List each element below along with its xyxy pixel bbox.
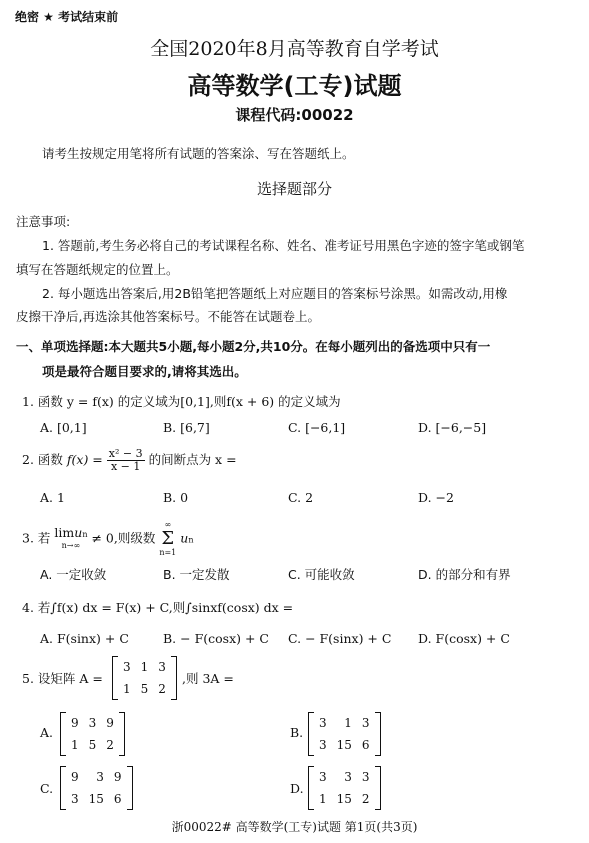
question-5-suffix: ,则 3A = xyxy=(182,671,234,686)
subject-title: 高等数学(工专)试题 xyxy=(187,72,402,100)
matrix-cell: 3 xyxy=(96,770,104,784)
notes-heading: 注意事项: xyxy=(16,214,71,229)
q4-option-d: D. F(cosx) + C xyxy=(418,631,510,646)
part1-heading-line2: 项是最符合题目要求的,请将其选出。 xyxy=(42,364,247,379)
page-footer: 浙00022# 高等数学(工专)试题 第1页(共3页) xyxy=(171,820,418,834)
matrix-row xyxy=(118,656,171,678)
matrix-cell: 15 xyxy=(88,792,104,806)
q3-prefix: 3. 若 xyxy=(22,530,51,546)
matrix-cell: 6 xyxy=(113,792,122,806)
q3-sum-bottom: n=1 xyxy=(159,548,177,557)
matrix-row xyxy=(118,678,171,700)
exam-title: 全国2020年8月高等教育自学考试 xyxy=(150,38,439,60)
matrix-cell: 1 xyxy=(123,682,131,696)
matrix-cell: 2 xyxy=(361,792,370,806)
course-code: 课程代码:00022 xyxy=(235,106,354,124)
matrix-cell: 2 xyxy=(106,738,114,752)
q3-option-c: C. 可能收敛 xyxy=(288,567,355,582)
matrix-row xyxy=(314,712,375,734)
q4-option-b: B. − F(cosx) + C xyxy=(163,631,269,646)
q2-prefix: 2. 函数 xyxy=(22,452,63,467)
q3-option-d: D. 的部分和有界 xyxy=(418,567,511,582)
intro-text: 请考生按规定用笔将所有试题的答案涂、写在答题纸上。 xyxy=(42,146,355,161)
q5-option-d-matrix xyxy=(308,766,381,814)
matrix-cell: 3 xyxy=(344,770,352,784)
q2-option-c: C. 2 xyxy=(288,490,314,505)
matrix-cell: 3 xyxy=(361,716,370,730)
q2-option-b: B. 0 xyxy=(163,490,189,505)
q3-sum-top: ∞ xyxy=(164,520,172,529)
matrix-cell: 15 xyxy=(336,792,352,806)
matrix-cell: 3 xyxy=(319,770,327,784)
matrix-row xyxy=(314,734,375,756)
question-2 xyxy=(22,448,237,473)
matrix-cell: 3 xyxy=(88,716,97,730)
confidential-label: 绝密 ★ 考试结束前 xyxy=(15,10,119,24)
q3-lim-sub: n→∞ xyxy=(61,541,81,550)
matrix-cell: 1 xyxy=(319,792,327,806)
q2-denominator: x − 1 xyxy=(110,460,141,473)
question-1: 1. 函数 y = f(x) 的定义域为[0,1],则f(x + 6) 的定义域为 xyxy=(22,394,341,409)
matrix-row xyxy=(66,734,119,756)
q3-option-b: B. 一定发散 xyxy=(163,567,230,582)
q5-option-c-matrix xyxy=(60,766,133,814)
matrix-cell: 3 xyxy=(319,738,327,752)
q3-un: u xyxy=(74,525,83,540)
q5-option-d-label: D. xyxy=(290,781,304,796)
q3-sum-symbol: Σ xyxy=(161,528,175,549)
matrix-cell: 9 xyxy=(71,716,79,730)
matrix-cell: 6 xyxy=(361,738,370,752)
matrix-cell: 9 xyxy=(113,770,122,784)
q4-option-a: A. F(sinx) + C xyxy=(40,631,129,646)
matrix-cell: 3 xyxy=(361,770,370,784)
matrix-row xyxy=(66,712,119,734)
q2-function: f(x) = xyxy=(66,452,103,467)
q5-option-a-matrix xyxy=(60,712,125,760)
q1-option-a: A. [0,1] xyxy=(40,420,87,435)
q3-option-a: A. 一定收敛 xyxy=(40,567,107,582)
q1-option-d: D. [−6,−5] xyxy=(418,420,487,435)
q5-option-a-label: A. xyxy=(40,725,54,740)
q5-option-b-matrix xyxy=(308,712,381,760)
q4-option-c: C. − F(sinx) + C xyxy=(288,631,392,646)
q2-numerator: x² − 3 xyxy=(108,447,143,460)
matrix-a-given xyxy=(112,656,177,704)
q2-suffix: 的间断点为 x = xyxy=(148,452,237,467)
q3-condition: ≠ 0,则级数 xyxy=(91,530,156,546)
matrix-cell: 1 xyxy=(140,660,149,674)
matrix-row xyxy=(314,766,375,788)
matrix-cell: 1 xyxy=(344,716,352,730)
matrix-row xyxy=(66,788,127,810)
question-3: 3. 若 limun n→∞ ≠ 0,则级数 ∞ Σ n=1 un xyxy=(22,520,194,557)
matrix-cell: 3 xyxy=(319,716,327,730)
part1-heading-line1: 一、单项选择题:本大题共5小题,每小题2分,共10分。在每小题列出的备选项中只有一 xyxy=(16,339,491,354)
matrix-cell: 2 xyxy=(158,682,166,696)
q2-option-a: A. 1 xyxy=(40,490,65,505)
note1-line2: 填写在答题纸规定的位置上。 xyxy=(16,262,179,277)
matrix-cell: 3 xyxy=(123,660,131,674)
q1-option-b: B. [6,7] xyxy=(163,420,210,435)
question-5-prefix: 5. 设矩阵 A = xyxy=(22,671,103,686)
q2-option-d: D. −2 xyxy=(418,490,454,505)
matrix-cell: 9 xyxy=(106,716,114,730)
q2-fraction xyxy=(107,448,145,473)
q1-option-c: C. [−6,1] xyxy=(288,420,346,435)
q3-series-term: u xyxy=(180,530,189,546)
matrix-cell: 5 xyxy=(88,738,97,752)
note1-line1: 1. 答题前,考生务必将自己的考试课程名称、姓名、准考证号用黑色字迹的签字笔或钢笔 xyxy=(42,238,525,253)
q5-option-c-label: C. xyxy=(40,781,54,796)
q5-option-b-label: B. xyxy=(290,725,304,740)
matrix-cell: 1 xyxy=(71,738,79,752)
matrix-cell: 3 xyxy=(158,660,166,674)
note2-line1: 2. 每小题选出答案后,用2B铅笔把答题纸上对应题目的答案标号涂黑。如需改动,用橡 xyxy=(42,286,508,301)
note2-line2: 皮擦干净后,再选涂其他答案标号。不能答在试题卷上。 xyxy=(16,309,320,324)
matrix-cell: 3 xyxy=(71,792,79,806)
q3-lim: lim xyxy=(54,525,75,540)
matrix-row xyxy=(314,788,375,810)
matrix-cell: 15 xyxy=(336,738,352,752)
section-title: 选择题部分 xyxy=(256,180,332,198)
matrix-cell: 9 xyxy=(71,770,79,784)
matrix-row xyxy=(66,766,127,788)
question-4: 4. 若∫f(x) dx = F(x) + C,则∫sinxf(cosx) dx = xyxy=(22,600,294,615)
matrix-cell: 5 xyxy=(140,682,149,696)
